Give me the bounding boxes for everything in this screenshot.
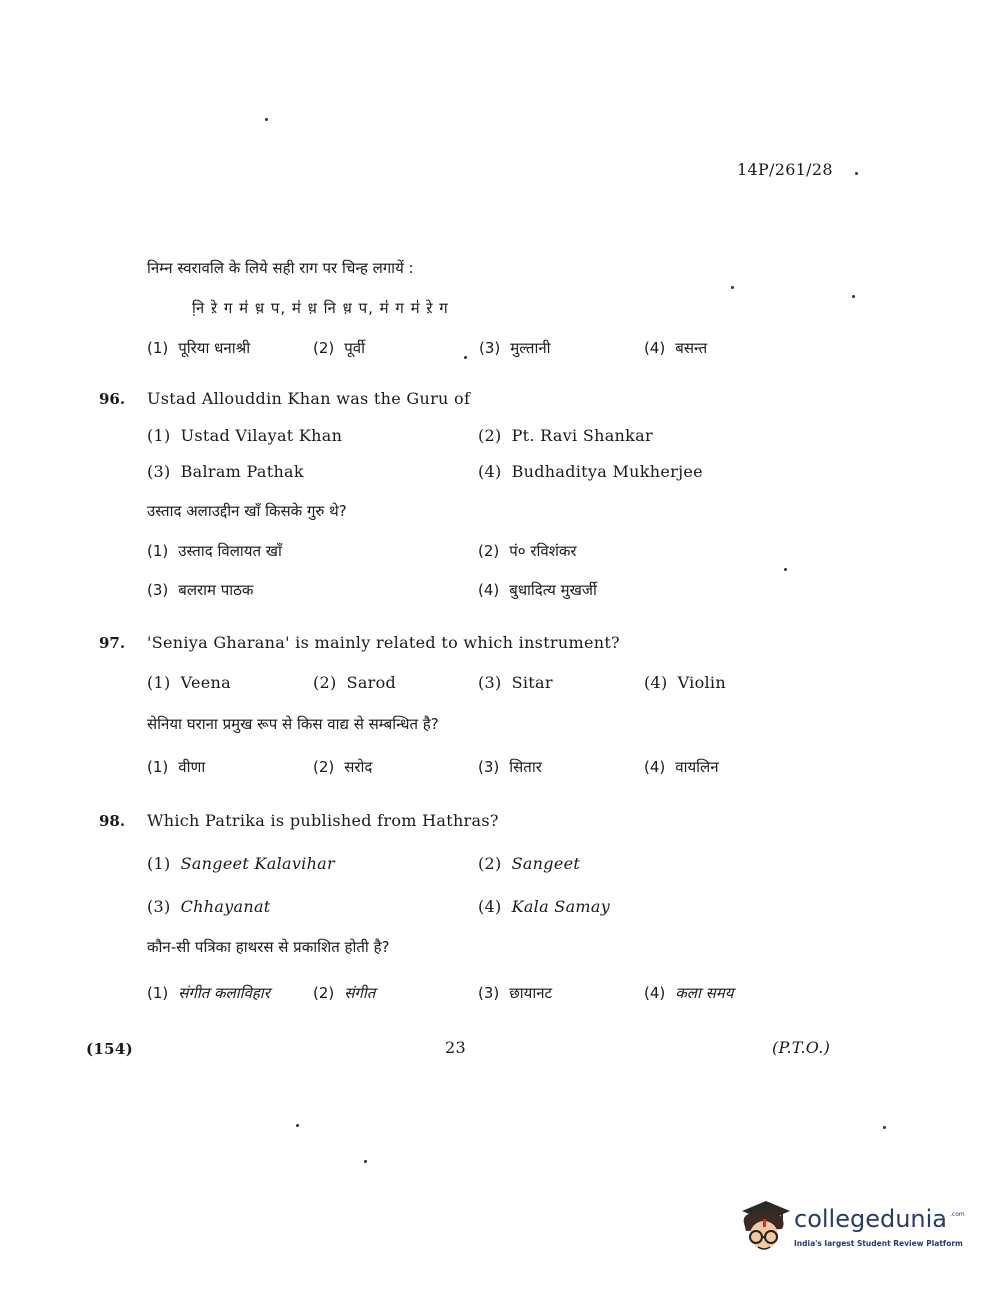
q95-option-3: (3) मुल्तानी bbox=[479, 339, 551, 357]
scan-speck bbox=[296, 1124, 299, 1127]
q95-notation: नि़ रे़ ग म॑ ध़ प, म॑ ध़ नि ध़ प, म॑ ग म॑ रे़ ग bbox=[192, 299, 449, 317]
scan-speck bbox=[364, 1160, 367, 1163]
q96-number: 96. bbox=[99, 390, 126, 408]
q96-hindi-option-2: (2) पं० रविशंकर bbox=[478, 542, 577, 560]
q98-hindi-option-4: (4) कला समय bbox=[644, 984, 734, 1002]
q97-number: 97. bbox=[99, 634, 126, 652]
q96-hindi-option-3: (3) बलराम पाठक bbox=[147, 581, 254, 599]
scan-speck bbox=[855, 172, 858, 175]
scan-speck bbox=[852, 295, 855, 298]
q97-hindi-question: सेनिया घराना प्रमुख रूप से किस वाद्य से सम्बन्धित है? bbox=[147, 715, 439, 733]
scan-speck bbox=[464, 356, 467, 359]
q96-hindi-option-1: (1) उस्ताद विलायत खाँ bbox=[147, 542, 282, 560]
q98-hindi-option-1: (1) संगीत कलाविहार bbox=[147, 984, 270, 1002]
q96-option-2: (2) Pt. Ravi Shankar bbox=[478, 426, 653, 445]
scan-speck bbox=[883, 1126, 886, 1129]
q96-option-4: (4) Budhaditya Mukherjee bbox=[478, 462, 703, 481]
collegedunia-logo bbox=[736, 1197, 966, 1259]
q96-option-3: (3) Balram Pathak bbox=[147, 462, 304, 481]
scan-speck bbox=[731, 286, 734, 289]
pto-label: (P.T.O.) bbox=[772, 1038, 831, 1057]
q97-hindi-option-1: (1) वीणा bbox=[147, 758, 206, 776]
q96-hindi-question: उस्ताद अलाउद्दीन खाँ किसके गुरु थे? bbox=[147, 502, 347, 520]
q98-option-2: (2) Sangeet bbox=[478, 854, 581, 873]
q95-option-4: (4) बसन्त bbox=[644, 339, 708, 357]
page-number: 23 bbox=[445, 1038, 466, 1057]
mascot-icon bbox=[736, 1197, 792, 1257]
q98-option-1: (1) Sangeet Kalavihar bbox=[147, 854, 335, 873]
q96-option-1: (1) Ustad Vilayat Khan bbox=[147, 426, 343, 445]
scan-speck bbox=[265, 118, 268, 121]
q95-option-1: (1) पूरिया धनाश्री bbox=[147, 339, 251, 357]
q98-hindi-option-3: (3) छायानट bbox=[478, 984, 553, 1002]
q97-option-1: (1) Veena bbox=[147, 673, 231, 692]
logo-wordmark: collegedunia bbox=[794, 1205, 948, 1233]
logo-suffix: .com bbox=[950, 1211, 965, 1218]
q98-option-4: (4) Kala Samay bbox=[478, 897, 611, 916]
q98-number: 98. bbox=[99, 812, 126, 830]
logo-tagline: India's largest Student Review Platform bbox=[794, 1239, 963, 1248]
paper-code: 14P/261/28 bbox=[737, 160, 833, 179]
q97-hindi-option-2: (2) सरोद bbox=[313, 758, 373, 776]
q96-question: Ustad Allouddin Khan was the Guru of bbox=[147, 389, 471, 408]
q98-hindi-option-2: (2) संगीत bbox=[313, 984, 376, 1002]
q96-hindi-option-4: (4) बुधादित्य मुखर्जी bbox=[478, 581, 597, 599]
q98-option-3: (3) Chhayanat bbox=[147, 897, 271, 916]
q97-option-4: (4) Violin bbox=[644, 673, 726, 692]
scan-speck bbox=[784, 568, 787, 571]
q97-option-3: (3) Sitar bbox=[478, 673, 553, 692]
q95-hindi-question: निम्न स्वरावलि के लिये सही राग पर चिन्ह लगायें : bbox=[147, 259, 414, 277]
q98-question: Which Patrika is published from Hathras? bbox=[147, 811, 499, 830]
q97-hindi-option-4: (4) वायलिन bbox=[644, 758, 719, 776]
q97-option-2: (2) Sarod bbox=[313, 673, 397, 692]
q97-question: 'Seniya Gharana' is mainly related to which instrument? bbox=[147, 633, 620, 652]
q98-hindi-question: कौन-सी पत्रिका हाथरस से प्रकाशित होती है? bbox=[147, 938, 390, 956]
footer-code: (154) bbox=[86, 1040, 134, 1058]
q95-option-2: (2) पूर्वी bbox=[313, 339, 365, 357]
q97-hindi-option-3: (3) सितार bbox=[478, 758, 542, 776]
